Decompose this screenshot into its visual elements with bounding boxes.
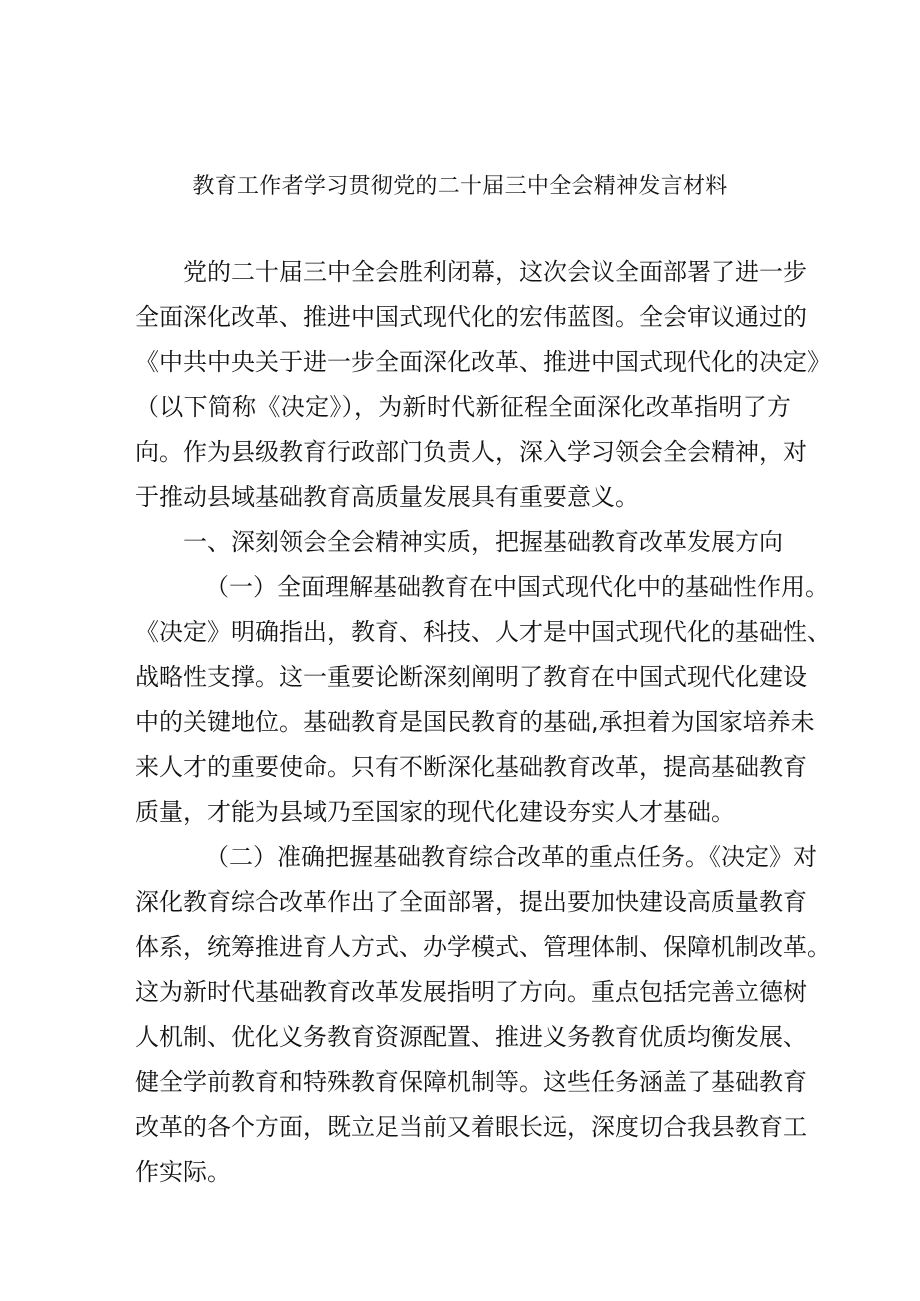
paragraph-line: （以下简称《决定》），为新时代新征程全面深化改革指明了方: [135, 393, 791, 421]
paragraph-line: 深化教育综合改革作出了全面部署，提出要加快建设高质量教育: [135, 888, 807, 916]
paragraph-line: 质量，才能为县域乃至国家的现代化建设夯实人才基础。: [135, 798, 735, 826]
subsection-heading: （二）准确把握基础教育综合改革的重点任务。《决定》对: [205, 843, 817, 871]
paragraph-line: 健全学前教育和特殊教育保障机制等。这些任务涵盖了基础教育: [135, 1068, 807, 1096]
paragraph-line: 人机制、优化义务教育资源配置、推进义务教育优质均衡发展、: [135, 1023, 807, 1051]
document-title: 教育工作者学习贯彻党的二十届三中全会精神发言材料: [192, 174, 728, 199]
paragraph-line: 党的二十届三中全会胜利闭幕，这次会议全面部署了进一步: [183, 258, 807, 286]
paragraph-line: 向。作为县级教育行政部门负责人，深入学习领会全会精神，对: [135, 438, 807, 466]
paragraph-line: 作实际。: [135, 1158, 231, 1186]
paragraph-line: 战略性支撑。这一重要论断深刻阐明了教育在中国式现代化建设: [135, 663, 807, 691]
paragraph-line: 这为新时代基础教育改革发展指明了方向。重点包括完善立德树: [135, 978, 807, 1006]
paragraph-line: 《中共中央关于进一步全面深化改革、推进中国式现代化的决定》: [135, 348, 831, 376]
paragraph-line: 中的关键地位。基础教育是国民教育的基础,承担着为国家培养未: [135, 708, 815, 736]
paragraph-line: 《决定》明确指出，教育、科技、人才是中国式现代化的基础性、: [135, 618, 831, 646]
paragraph-line: 于推动县域基础教育高质量发展具有重要意义。: [135, 483, 639, 511]
paragraph-line: 改革的各个方面，既立足当前又着眼长远，深度切合我县教育工: [135, 1113, 807, 1141]
paragraph-line: 全面深化改革、推进中国式现代化的宏伟蓝图。全会审议通过的: [135, 303, 807, 331]
document-body: [135, 250, 831, 1195]
section-heading: 一、深刻领会全会精神实质，把握基础教育改革发展方向: [183, 528, 783, 556]
subsection-heading: （一）全面理解基础教育在中国式现代化中的基础性作用。: [205, 573, 829, 601]
paragraph-line: 来人才的重要使命。只有不断深化基础教育改革，提高基础教育: [135, 753, 807, 781]
paragraph-line: 体系，统筹推进育人方式、办学模式、管理体制、保障机制改革。: [135, 933, 831, 961]
